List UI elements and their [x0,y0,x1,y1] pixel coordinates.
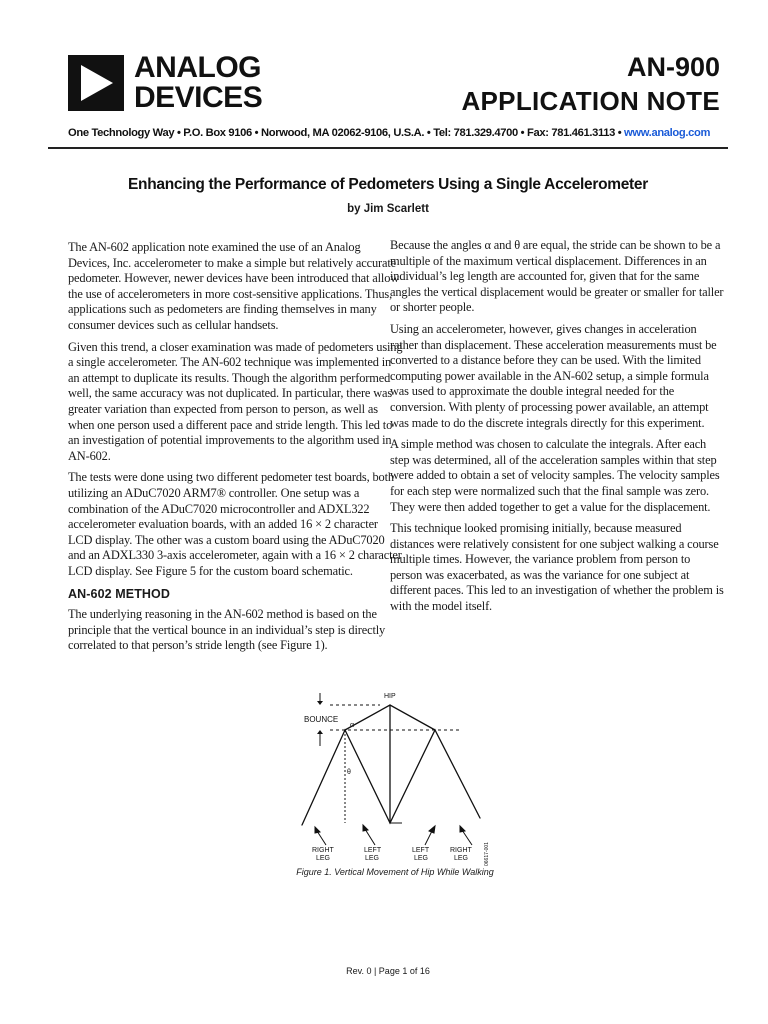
paragraph: This technique looked promising initially, because measured distances were relatively consistent for one subject walking a course multiple times. However, the variance problem from person to person was exacerbated, as was the variance for one subject at different paces. This led to an investigation of whether the problem is with the model itself. [390,521,724,614]
figure-code: 06617-001 [484,842,490,866]
leg-label: RIGHT [450,847,472,854]
doc-number: AN-900 [626,52,720,82]
logo-wordmark [134,53,262,113]
paragraph: Using an accelerometer, however, gives changes in acceleration rather than displacement. These acceleration measurements must be converted to a distance before they can be used. With the limited computing power available in the AN-602 setup, a simple formula was used to approximate the double integral needed for the conversion. With plenty of processing power available, an attempt was made to do the discrete integrals directly for this experiment. [390,321,717,430]
paragraph: Because the angles α and θ are equal, the stride can be shown to be a multiple of the maximum vertical displacement. Differences in an individual’s leg length are accounted for, given that for the same angles the vertical displacement would be greater or smaller for taller or shorter people. [390,238,724,315]
company-address [68,127,728,139]
theta-label: θ [347,769,351,776]
left-column [68,240,403,660]
leg-label: LEG [414,855,429,862]
section-heading: AN-602 METHOD [68,587,171,602]
analog-devices-triangle-icon [68,55,124,111]
paragraph: A simple method was chosen to calculate the integrals. After each step was determined, all of the acceleration samples within that step were added to obtain a set of velocity samples. The velocity samples for each step were normalized such that the final sample was zero. They were then added together to get a value for the displacement. [390,437,720,514]
right-column [390,238,725,621]
bounce-label: BOUNCE [304,715,339,724]
address-text: One Technology Way • P.O. Box 9106 • Norwood, MA 02062-9106, U.S.A. • Tel: 781.329.4700 • Fax: 781.461.3113 • [68,127,625,139]
leg-path [302,730,480,825]
leg-label: LEG [316,855,331,862]
paragraph: The AN-602 application note examined the use of an Analog Devices, Inc. accelerometer to make a simple but relatively accurate pedometer. However, newer devices have been introduced that allow the use of accelerometers in more cost-sensitive applications. Thus, applications such as pedometers are finding themselves in many consumer devices such as cellular handsets. [68,240,400,332]
hip-label: HIP [384,693,396,700]
figure-hip-movement [290,690,500,870]
author-byline: by Jim Scarlett [347,203,429,215]
logo-line-2: DEVICES [134,81,263,114]
paragraph: The underlying reasoning in the AN-602 method is based on the principle that the vertical bounce in an individual’s step is directly correlated to that person’s stride length (see Figure 1). [68,607,386,653]
website-link[interactable]: www.analog.com [624,127,711,139]
page-footer: Rev. 0 | Page 1 of 16 [346,966,430,976]
leg-label: LEG [454,855,469,862]
hip-movement-diagram [290,690,500,870]
doc-type: APPLICATION NOTE [461,86,720,116]
document-id [461,50,720,118]
header-divider [48,147,728,149]
leg-label: LEG [365,855,380,862]
page-title: Enhancing the Performance of Pedometers Using a Single Accelerometer [128,176,648,193]
figure-caption: Figure 1. Vertical Movement of Hip While Walking [296,867,494,877]
logo-line-1: ANALOG [134,51,261,84]
paragraph: Given this trend, a closer examination was made of pedometers using a single accelerometer. The AN-602 technique was implemented in an attempt to duplicate its results. Though the algorithm performed well, the same accuracy was not duplicated. In particular, there was greater variation than expected from person to person, as well as when one person used a different pace and stride length. This led to an investigation of potential improvements to the algorithm used in AN-602. [68,339,403,463]
leg-label: RIGHT [312,847,334,854]
paragraph: The tests were done using two different pedometer test boards, both utilizing an ADuC7020 ARM7® controller. One setup was a combination of the ADuC7020 microcontroller and ADXL322 accelerometer evaluation boards, with an added 16 × 2 character LCD display. The other was a custom board using the ADuC7020 and an ADXL330 3-axis accelerometer, again with a 16 × 2 character LCD display. See Figure 5 for the custom board schematic. [68,470,402,578]
leg-label: LEFT [412,847,430,854]
leg-label: LEFT [364,847,382,854]
alpha-label: α [350,722,355,729]
